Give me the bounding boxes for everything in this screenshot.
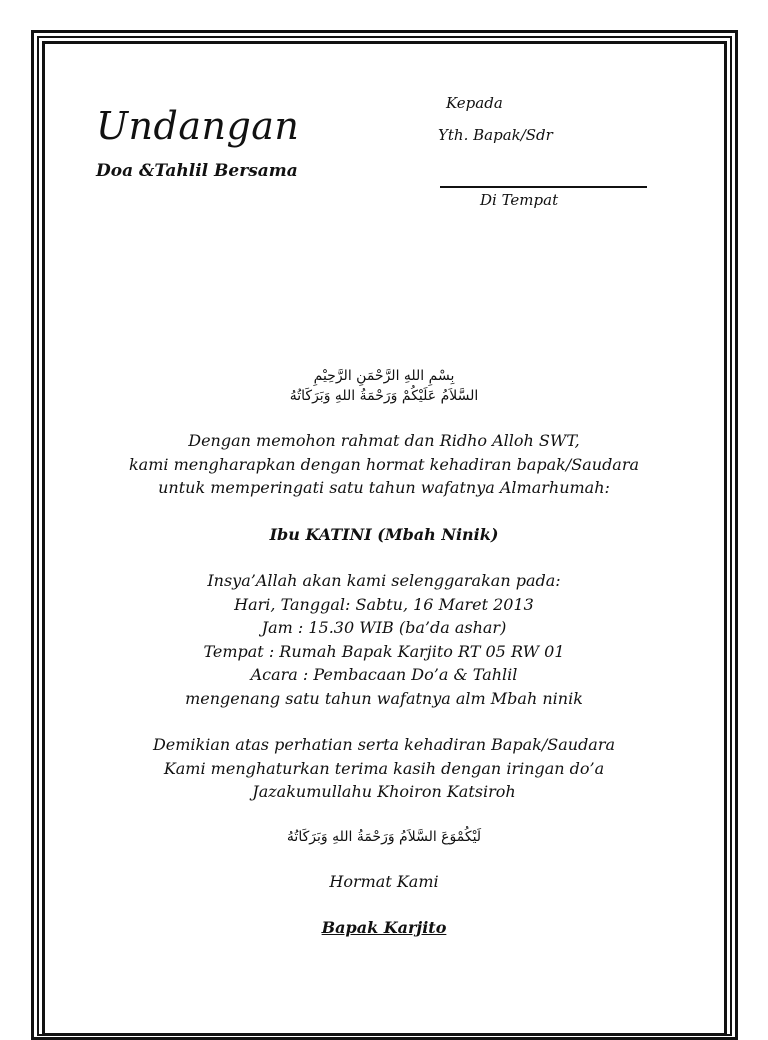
invitation-title: Undangan bbox=[96, 104, 300, 148]
detail-line: Hari, Tanggal: Sabtu, 16 Maret 2013 bbox=[234, 594, 534, 614]
signatory-name: Bapak Karjito bbox=[321, 918, 447, 937]
regards: Hormat Kami bbox=[329, 871, 439, 891]
detail-line: Insya’Allah akan kami selenggarakan pada: bbox=[207, 571, 561, 590]
basmalah: بِسْمِ اللهِ الرَّحْمَنِ الرَّحِيْمِ bbox=[313, 368, 455, 384]
detail-line: Acara : Pembacaan Do’a & Tahlil bbox=[250, 665, 518, 684]
address-blank-line bbox=[440, 186, 647, 188]
intro-line: untuk memperingati satu tahun wafatnya Almarhumah: bbox=[158, 478, 610, 497]
deceased-name: Ibu KATINI (Mbah Ninik) bbox=[269, 524, 499, 544]
invitation-subtitle: Doa &Tahlil Bersama bbox=[96, 161, 298, 181]
address-recipient: Yth. Bapak/Sdr bbox=[438, 126, 553, 144]
detail-line: Jam : 15.30 WIB (ba’da ashar) bbox=[261, 618, 507, 637]
closing-line: Jazakumullahu Khoiron Katsiroh bbox=[252, 782, 516, 801]
letter-body bbox=[60, 366, 708, 940]
intro-line: kami mengharapkan dengan hormat kehadiran bapak/Saudara bbox=[128, 454, 640, 474]
address-to-label: Kepada bbox=[446, 94, 503, 112]
address-place: Di Tempat bbox=[480, 191, 559, 209]
detail-line: mengenang satu tahun wafatnya alm Mbah ninik bbox=[185, 688, 583, 708]
salam-closing: لَيْكُمْوَعَ السَّلاَمُ وَرَحْمَةُ اللهِ وَبَرَكَاتُهُ bbox=[286, 828, 482, 845]
intro-line: Dengan memohon rahmat dan Ridho Alloh SWT, bbox=[188, 431, 580, 450]
closing-line: Demikian atas perhatian serta kehadiran Bapak/Saudara bbox=[152, 735, 616, 754]
closing-line: Kami menghaturkan terima kasih dengan iringan do’a bbox=[163, 758, 605, 778]
detail-line: Tempat : Rumah Bapak Karjito RT 05 RW 01 bbox=[203, 641, 565, 661]
salam-opening: السَّلاَمُ عَلَيْكُمْ وَرَحْمَةُ اللهِ وَبَرَكَاتُهُ bbox=[289, 388, 479, 404]
